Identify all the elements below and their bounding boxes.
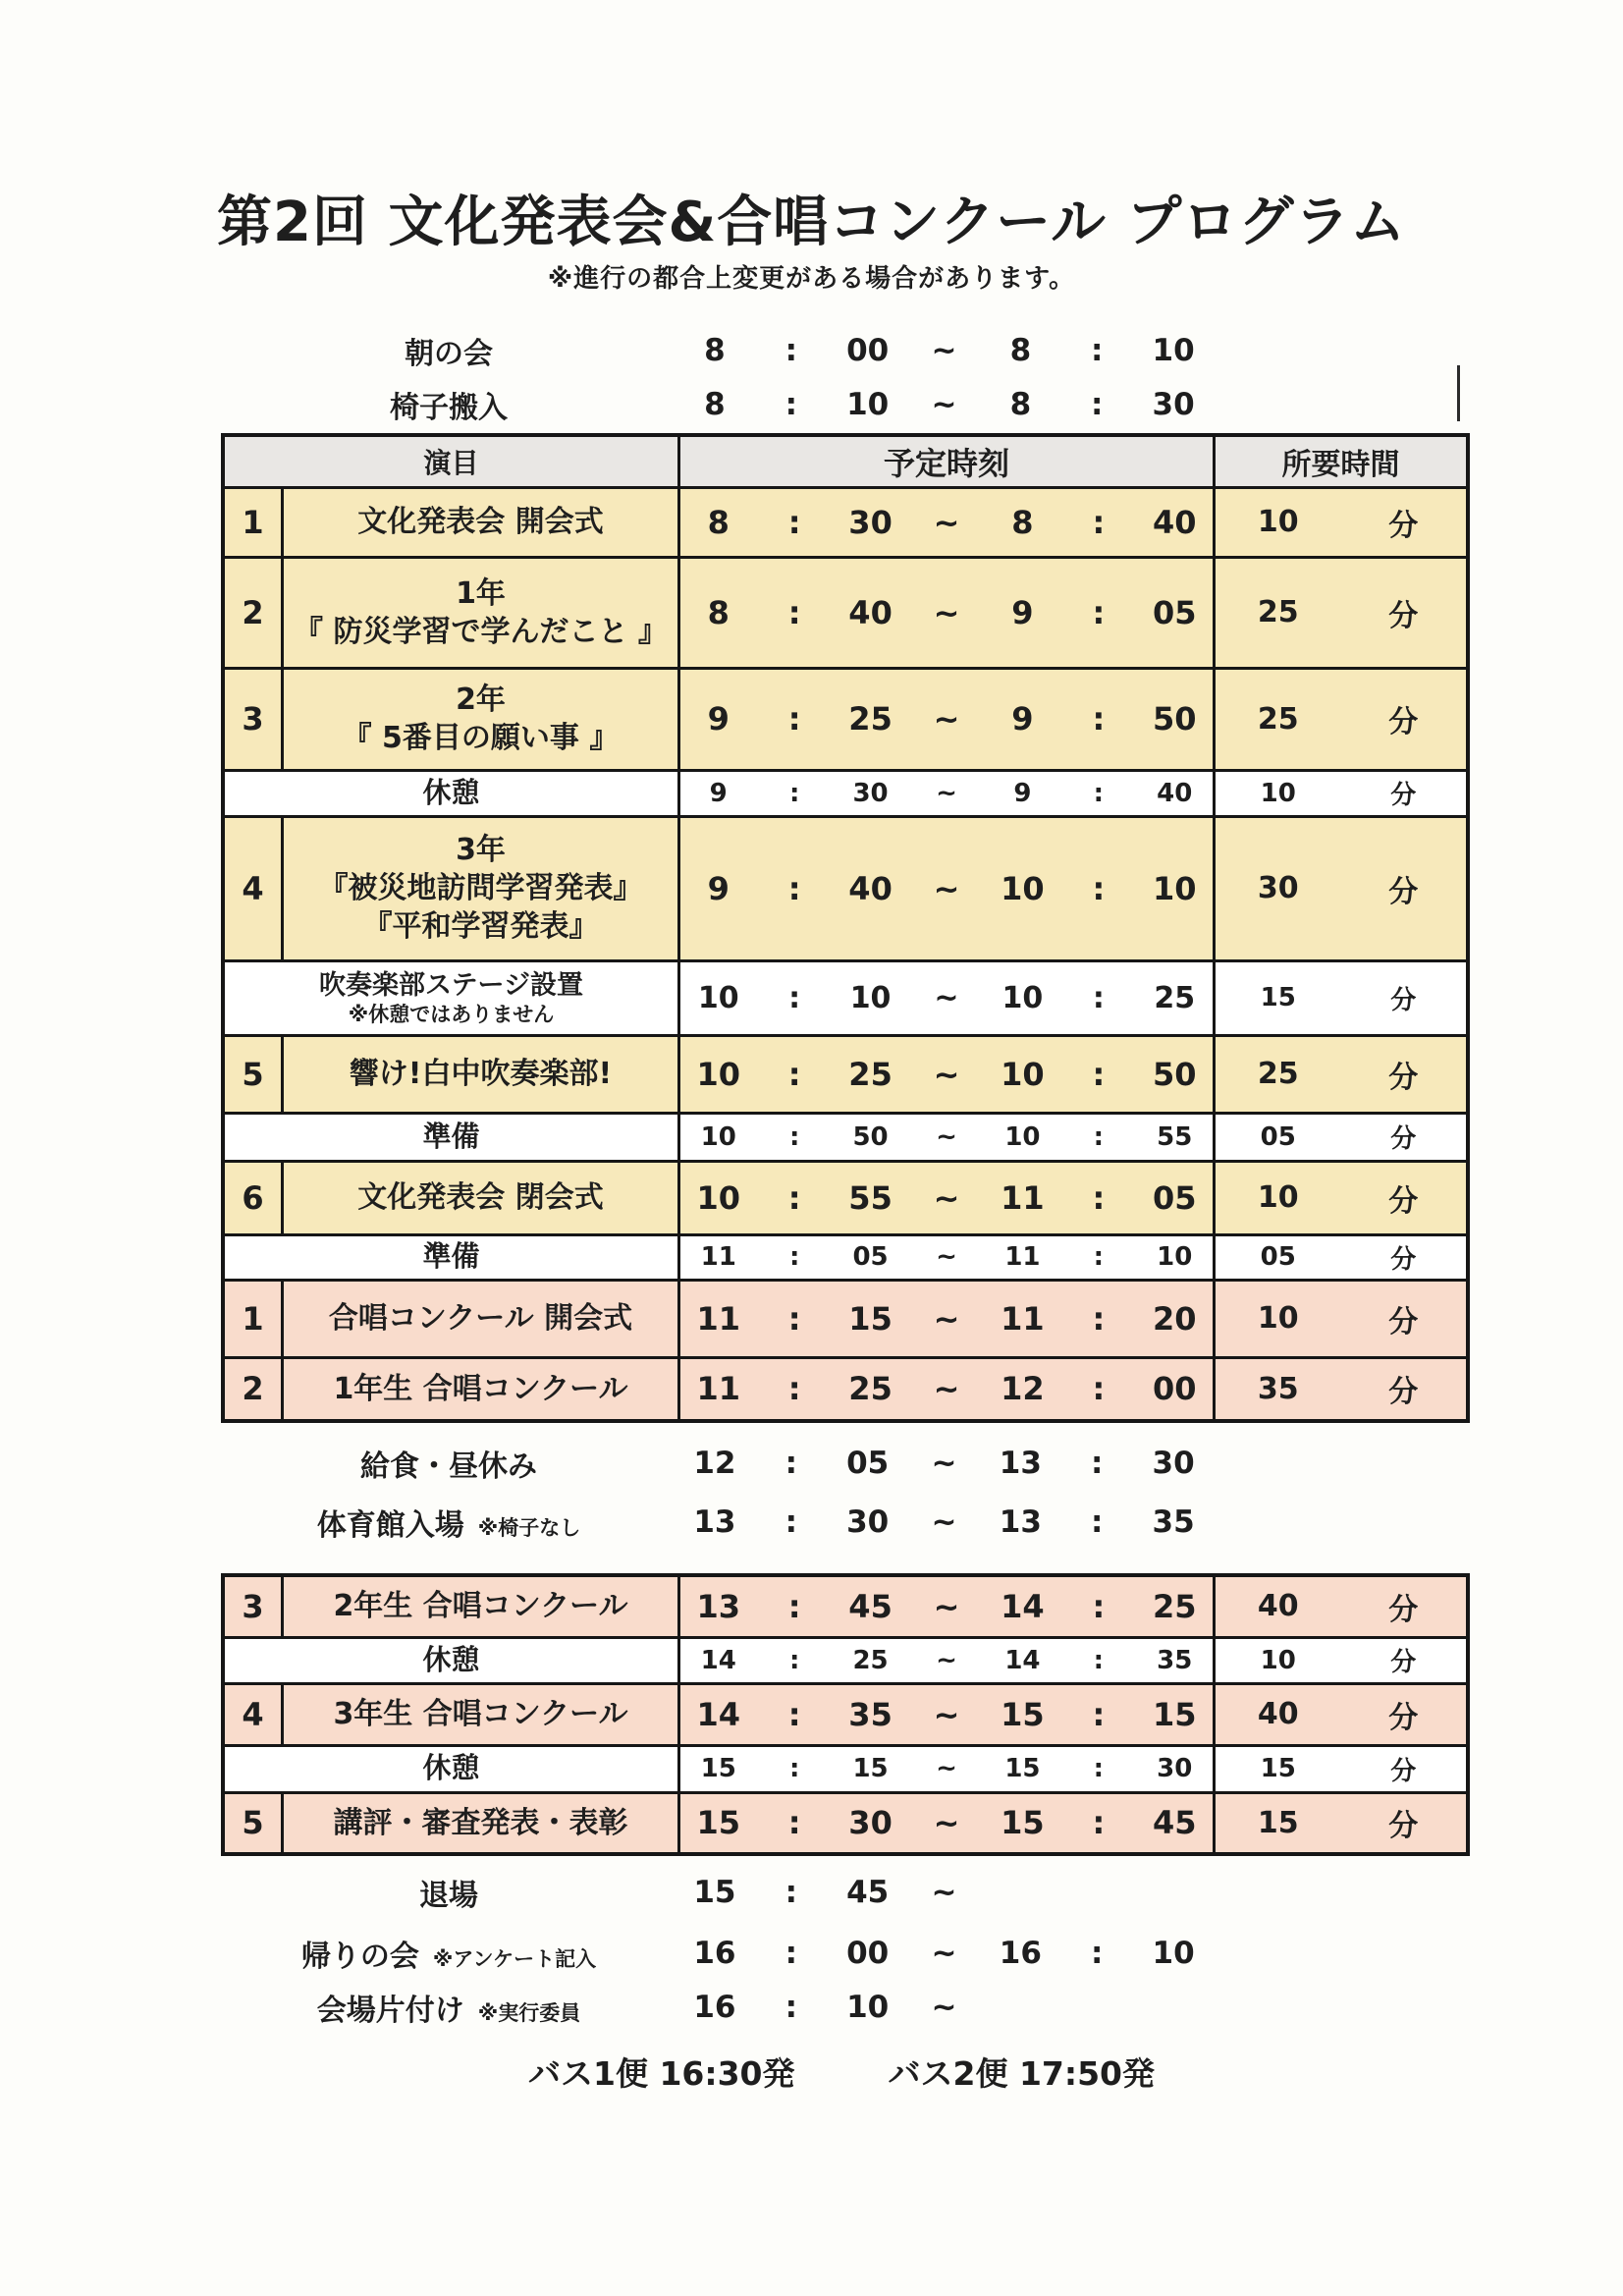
program-title: 2年生 合唱コンクール [284,1577,680,1636]
bus-schedule [221,2049,1462,2095]
duration-value: 15 [1260,983,1296,1013]
duration-unit: 分 [1388,1809,1419,1844]
duration-value: 15 [1257,1805,1299,1840]
duration-unit: 分 [1390,1124,1417,1155]
program-number: 2 [225,1359,284,1419]
time-cell: 10 : 50 ~ 10 : 55 [680,1115,1216,1160]
row-label: 給食・昼休み [360,1449,537,1484]
duration-unit: 分 [1388,508,1419,543]
time-part: : [1091,332,1104,368]
document-subtitle: ※進行の都合上変更がある場合があります。 [547,263,1076,294]
program-title: 3年生 合唱コンクール [284,1685,680,1744]
time-cell: 16 : 10 ~ [693,1989,957,2025]
time-part: ~ [931,386,957,422]
row-note: ※実行委員 [477,2000,581,2025]
schedule-row-cleanup [221,1988,1462,2027]
duration-unit: 分 [1388,874,1419,909]
program-number: 1 [225,1282,284,1356]
table-row [225,1034,1466,1112]
duration-value: 05 [1260,1242,1296,1273]
time-part: 8 [1009,386,1032,422]
program-number: 5 [225,1794,284,1852]
table-header-row [225,437,1466,486]
schedule-row-lunch [221,1444,1462,1483]
duration-unit: 分 [1388,598,1419,633]
program-number: 3 [225,670,284,769]
duration-cell [1216,559,1466,667]
program-title: 1年生 合唱コンクール [284,1359,680,1419]
table-row [225,1791,1466,1852]
time-part: ~ [931,332,957,368]
time-cell: 15 : 30 ~ 15 : 45 [680,1794,1216,1852]
row-label: 椅子搬入 [390,390,508,425]
duration-value: 35 [1257,1371,1299,1406]
duration-cell [1216,489,1466,556]
time-cell: 9 : 40 ~ 10 : 10 [680,818,1216,959]
row-label: 会場片付け [316,1993,464,2028]
table-row [225,1160,1466,1233]
table-row [225,1279,1466,1356]
duration-value: 25 [1257,701,1299,737]
program-number: 1 [225,489,284,556]
break-row [225,1636,1466,1682]
time-cell: 12 : 05 ~ 13 : 30 [693,1445,1195,1481]
duration-cell [1216,1037,1466,1112]
duration-cell [1216,1163,1466,1233]
table-row [225,1577,1466,1636]
time-cell: 10 : 55 ~ 11 : 05 [680,1163,1216,1233]
row-label: 帰りの会 [300,1939,419,1974]
program-title: 文化発表会 閉会式 [284,1163,680,1233]
time-part: : [784,332,797,368]
time-part: : [784,386,797,422]
time-cell: 11 : 15 ~ 11 : 20 [680,1282,1216,1356]
duration-unit: 分 [1388,1304,1419,1339]
program-title: 合唱コンクール 開会式 [284,1282,680,1356]
program-title: 2年 『 5番目の願い事 』 [284,670,680,769]
duration-cell [1216,1236,1466,1279]
bus-2: バス2便 17:50発 [888,2053,1155,2093]
program-table-1 [221,433,1470,1423]
duration-cell [1216,1685,1466,1744]
row-note: ※椅子なし [477,1515,581,1540]
duration-unit: 分 [1390,1756,1417,1786]
bus-1: バス1便 16:30発 [528,2053,795,2093]
duration-value: 10 [1260,1645,1296,1675]
time-cell: 8 : 30 ~ 8 : 40 [680,489,1216,556]
program-number: 4 [225,1685,284,1744]
time-part: 10 [1152,332,1195,368]
schedule-row-isuhannyu [221,385,1462,424]
time-cell: 16 : 00 ~ 16 : 10 [693,1935,1195,1971]
program-number: 3 [225,1577,284,1636]
duration-cell [1216,1115,1466,1160]
time-cell [676,387,1212,422]
table-row [225,1682,1466,1744]
row-label: 朝の会 [405,336,493,371]
duration-unit: 分 [1390,985,1417,1015]
schedule-row-exit [221,1873,1462,1912]
program-number: 6 [225,1163,284,1233]
duration-unit: 分 [1390,781,1417,811]
break-label: 休憩 [225,772,680,815]
program-title: 1年 『 防災学習で学んだこと 』 [284,559,680,667]
row-label: 体育館入場 [316,1507,464,1543]
break-row [225,1112,1466,1160]
duration-cell [1216,1577,1466,1636]
duration-value: 25 [1257,595,1299,630]
row-note: ※アンケート記入 [432,1946,597,1971]
time-part: : [1091,386,1104,422]
table-row [225,486,1466,556]
time-cell: 8 : 40 ~ 9 : 05 [680,559,1216,667]
duration-cell [1216,962,1466,1034]
duration-unit: 分 [1388,1592,1419,1627]
duration-cell [1216,1794,1466,1852]
duration-unit: 分 [1388,1375,1419,1410]
duration-value: 10 [1257,505,1299,540]
duration-value: 10 [1257,1301,1299,1337]
time-part: 30 [1152,386,1195,422]
duration-cell [1216,670,1466,769]
duration-unit: 分 [1390,1244,1417,1275]
program-title: 3年 『被災地訪問学習発表』 『平和学習発表』 [284,818,680,959]
break-label: 休憩 [225,1639,680,1682]
time-cell [676,333,1212,368]
header-program: 演目 [225,437,680,486]
time-cell: 10 : 10 ~ 10 : 25 [680,962,1216,1034]
break-label: 準備 [225,1236,680,1279]
duration-cell [1216,1639,1466,1682]
duration-unit: 分 [1390,1648,1417,1678]
duration-unit: 分 [1388,1183,1419,1219]
break-row [225,1233,1466,1279]
time-cell: 14 : 35 ~ 15 : 15 [680,1685,1216,1744]
duration-cell [1216,1359,1466,1419]
duration-cell [1216,772,1466,815]
duration-cell [1216,818,1466,959]
program-title: 講評・審査発表・表彰 [284,1794,680,1852]
duration-value: 25 [1257,1057,1299,1092]
time-cell: 10 : 25 ~ 10 : 50 [680,1037,1216,1112]
time-cell: 9 : 25 ~ 9 : 50 [680,670,1216,769]
header-duration: 所要時間 [1281,447,1400,482]
table-row [225,556,1466,667]
header-schedule: 予定時刻 [680,437,1216,486]
break-row [225,959,1466,1034]
scan-artifact-line [1457,365,1460,421]
time-part: 10 [846,386,890,422]
time-cell: 11 : 05 ~ 11 : 10 [680,1236,1216,1279]
program-number: 4 [225,818,284,959]
break-label: 準備 [225,1115,680,1160]
time-cell: 14 : 25 ~ 14 : 35 [680,1639,1216,1682]
program-title: 文化発表会 開会式 [284,489,680,556]
time-part: 00 [846,332,890,368]
duration-value: 15 [1260,1754,1296,1784]
schedule-row-homeroom [221,1934,1462,1973]
duration-value: 30 [1257,871,1299,906]
break-row [225,769,1466,815]
duration-unit: 分 [1388,705,1419,740]
time-cell: 13 : 45 ~ 14 : 25 [680,1577,1216,1636]
document-title: 第2回 文化発表会&合唱コンクール プログラム [217,191,1406,254]
time-part: 8 [1009,332,1032,368]
program-table-2 [221,1573,1470,1856]
duration-value: 10 [1260,778,1296,808]
duration-cell [1216,1747,1466,1791]
time-cell: 11 : 25 ~ 12 : 00 [680,1359,1216,1419]
duration-value: 40 [1257,1589,1299,1624]
program-number: 2 [225,559,284,667]
schedule-row-asanokai [221,331,1462,370]
time-cell: 9 : 30 ~ 9 : 40 [680,772,1216,815]
duration-value: 05 [1260,1121,1296,1152]
table-row [225,1356,1466,1419]
time-cell: 15 : 15 ~ 15 : 30 [680,1747,1216,1791]
table-row [225,815,1466,959]
duration-unit: 分 [1388,1700,1419,1735]
time-part: 8 [704,332,726,368]
time-cell: 13 : 30 ~ 13 : 35 [693,1503,1195,1540]
schedule-row-gym-entry [221,1503,1462,1542]
break-label: 吹奏楽部ステージ設置 ※休憩ではありません [225,962,680,1034]
duration-value: 40 [1257,1697,1299,1732]
time-part: 8 [704,386,726,422]
row-label: 退場 [419,1878,478,1913]
time-cell: 15 : 45 ~ [693,1874,957,1910]
program-number: 5 [225,1037,284,1112]
program-title: 響け!白中吹奏楽部! [284,1037,680,1112]
break-row [225,1744,1466,1791]
table-row [225,667,1466,769]
duration-cell [1216,1282,1466,1356]
duration-value: 10 [1257,1180,1299,1216]
duration-unit: 分 [1388,1060,1419,1095]
break-label: 休憩 [225,1747,680,1791]
